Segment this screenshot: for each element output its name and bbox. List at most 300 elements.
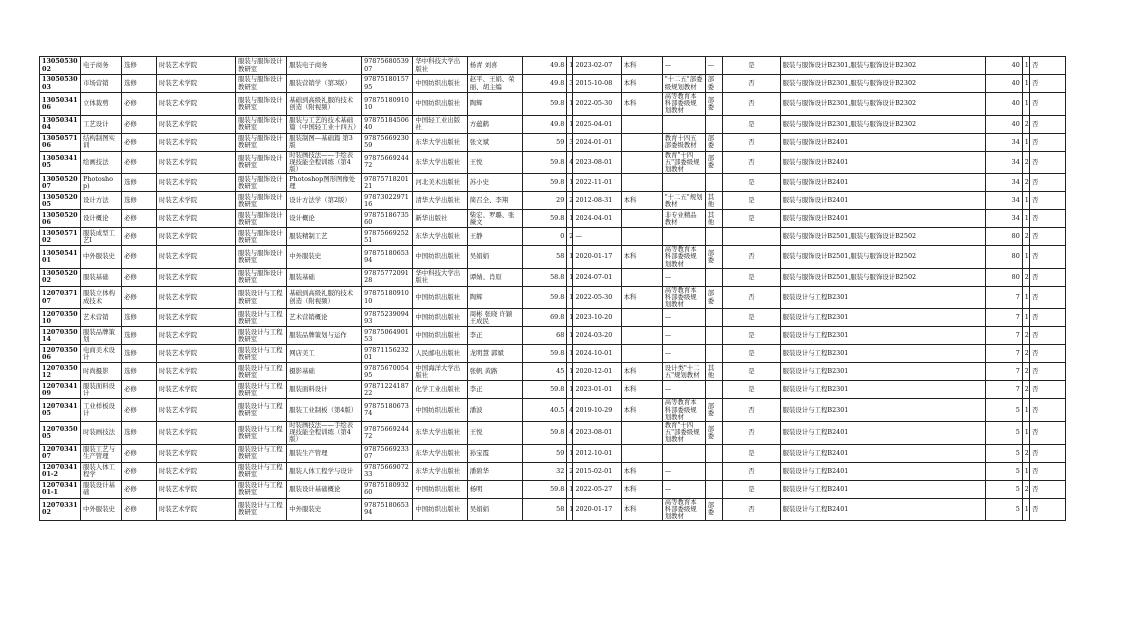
cell-level	[621, 174, 662, 192]
cell-mark: 否	[1029, 327, 1065, 345]
cell-edition: 2	[567, 228, 573, 246]
cell-pub-date: 2020-01-17	[573, 498, 621, 521]
cell-isbn: 9787518091010	[362, 286, 413, 309]
cell-level	[621, 345, 662, 363]
cell-semester: 2	[1022, 228, 1029, 246]
table-row	[40, 462, 1066, 480]
cell-course-name: 工艺设计	[81, 115, 122, 133]
cell-course-code: 1305053003	[40, 75, 81, 93]
cell-pub-date: 2024-10-01	[573, 345, 621, 363]
cell-course-type: 必修	[122, 228, 157, 246]
cell-department: 服装与服饰设计教研室	[235, 246, 286, 269]
cell-college: 时装艺术学院	[156, 286, 235, 309]
cell-flag: 是	[723, 444, 780, 462]
cell-price: 59.8	[523, 381, 567, 399]
cell-pub-date: 2022-05-30	[573, 93, 621, 116]
cell-author: 李正	[467, 381, 522, 399]
cell-class-list: 服装与服饰设计B2301,服装与服饰设计B2302	[780, 75, 985, 93]
cell-course-name: 绘画技法	[81, 151, 122, 174]
cell-textbook-title: 设计概论	[287, 210, 362, 228]
cell-textbook-title: 服装电子商务	[287, 57, 362, 75]
cell-course-type: 必修	[122, 498, 157, 521]
cell-price: 58	[523, 246, 567, 269]
cell-isbn: 9787518450640	[362, 115, 413, 133]
cell-flag	[723, 228, 780, 246]
cell-semester: 2	[1022, 174, 1029, 192]
cell-student-count: 5	[985, 480, 1022, 498]
cell-department: 服装与服饰设计教研室	[235, 115, 286, 133]
cell-course-name: 电子商务	[81, 57, 122, 75]
cell-college: 时装艺术学院	[156, 462, 235, 480]
cell-price: 59	[523, 133, 567, 151]
cell-textbook-title: 艺术营销概论	[287, 309, 362, 327]
cell-college: 时装艺术学院	[156, 75, 235, 93]
cell-semester: 2	[1022, 115, 1029, 133]
cell-award: 教育十四五部委级教材	[662, 133, 705, 151]
cell-flag: 是	[723, 174, 780, 192]
cell-award-type: 部委	[705, 93, 722, 116]
cell-flag: 是	[723, 192, 780, 210]
cell-award-type: 部委	[705, 286, 722, 309]
cell-publisher: 东华大学出版社	[413, 444, 467, 462]
cell-textbook-title: Photoshop图形图像处理	[287, 174, 362, 192]
textbook-table	[39, 56, 1066, 521]
cell-level	[621, 327, 662, 345]
cell-pub-date: 2015-10-08	[573, 75, 621, 93]
cell-author: 杨青 刘喜	[467, 57, 522, 75]
table-row	[40, 422, 1066, 445]
cell-class-list: 服装与服饰设计B2401	[780, 133, 985, 151]
cell-publisher: 中国轻工业出版社	[413, 115, 467, 133]
table-row	[40, 210, 1066, 228]
cell-semester: 2	[1022, 345, 1029, 363]
cell-author: 柴宏、罗璐、张薇文	[467, 210, 522, 228]
cell-department: 服装设计与工程教研室	[235, 327, 286, 345]
cell-award: 非专业精品教材	[662, 210, 705, 228]
cell-award	[662, 444, 705, 462]
cell-pub-date: 2012-10-01	[573, 444, 621, 462]
cell-edition: 4	[567, 422, 573, 445]
cell-college: 时装艺术学院	[156, 363, 235, 381]
cell-price: 45	[523, 363, 567, 381]
cell-class-list: 服装与服饰设计B2301,服装与服饰设计B2302	[780, 57, 985, 75]
cell-edition: 1	[567, 309, 573, 327]
cell-student-count: 34	[985, 133, 1022, 151]
cell-pub-date: 2024-03-20	[573, 327, 621, 345]
cell-course-type: 必修	[122, 480, 157, 498]
cell-price: 59.8	[523, 422, 567, 445]
cell-college: 时装艺术学院	[156, 246, 235, 269]
cell-award: —	[662, 381, 705, 399]
cell-flag: 否	[723, 133, 780, 151]
cell-mark: 否	[1029, 399, 1065, 422]
cell-semester: 2	[1022, 381, 1029, 399]
cell-department: 服装设计与工程教研室	[235, 444, 286, 462]
cell-course-code: 1207037107	[40, 286, 81, 309]
cell-level	[621, 115, 662, 133]
cell-course-type: 必修	[122, 286, 157, 309]
cell-college: 时装艺术学院	[156, 133, 235, 151]
cell-author: 王静	[467, 228, 522, 246]
cell-mark: 否	[1029, 363, 1065, 381]
cell-semester: 1	[1022, 286, 1029, 309]
cell-course-type: 选修	[122, 345, 157, 363]
cell-mark: 否	[1029, 422, 1065, 445]
cell-mark: 否	[1029, 345, 1065, 363]
cell-college: 时装艺术学院	[156, 309, 235, 327]
cell-mark: 否	[1029, 444, 1065, 462]
cell-award-type	[705, 115, 722, 133]
cell-class-list: 服装与服饰设计B2401	[780, 192, 985, 210]
cell-pub-date: 2023-08-01	[573, 151, 621, 174]
cell-level	[621, 151, 662, 174]
cell-award: —	[662, 480, 705, 498]
cell-award: "十二五"规划教材	[662, 192, 705, 210]
cell-course-type: 选修	[122, 75, 157, 93]
cell-award	[662, 115, 705, 133]
cell-department: 服装与服饰设计教研室	[235, 75, 286, 93]
cell-flag: 否	[723, 286, 780, 309]
cell-author: 张文斌	[467, 133, 522, 151]
cell-price: 0	[523, 228, 567, 246]
cell-class-list: 服装设计与工程B2301	[780, 327, 985, 345]
cell-isbn: 9787518673560	[362, 210, 413, 228]
cell-class-list: 服装与服饰设计B2401	[780, 210, 985, 228]
cell-student-count: 40	[985, 93, 1022, 116]
cell-department: 服装与服饰设计教研室	[235, 151, 286, 174]
cell-award: 高等教育本科部委级规划教材	[662, 93, 705, 116]
cell-class-list: 服装设计与工程B2401	[780, 444, 985, 462]
cell-publisher: 东华大学出版社	[413, 462, 467, 480]
cell-textbook-title: 基础到高级礼服的技术创造（附视频）	[287, 286, 362, 309]
table-row	[40, 268, 1066, 286]
cell-course-code: 1305052002	[40, 268, 81, 286]
cell-course-type: 必修	[122, 399, 157, 422]
cell-edition: 1	[567, 363, 573, 381]
cell-course-code: 1207034109	[40, 381, 81, 399]
cell-publisher: 中国纺织出版社	[413, 246, 467, 269]
cell-level: 本科	[621, 399, 662, 422]
cell-price: 59.8	[523, 286, 567, 309]
cell-author: 李正	[467, 327, 522, 345]
cell-class-list: 服装设计与工程B2401	[780, 422, 985, 445]
cell-course-type: 选修	[122, 422, 157, 445]
cell-textbook-title: 服装面料设计	[287, 381, 362, 399]
cell-course-type: 必修	[122, 93, 157, 116]
cell-flag: 是	[723, 309, 780, 327]
cell-textbook-title: 服装设计基础概论	[287, 480, 362, 498]
cell-course-name: 时尚摄影	[81, 363, 122, 381]
cell-course-type: 必修	[122, 133, 157, 151]
cell-level	[621, 228, 662, 246]
cell-author: 谭婧、肖原	[467, 268, 522, 286]
cell-class-list: 服装与服饰设计B2401	[780, 174, 985, 192]
cell-department: 服装设计与工程教研室	[235, 345, 286, 363]
cell-student-count: 5	[985, 422, 1022, 445]
cell-course-code: 1305057106	[40, 133, 81, 151]
cell-edition: 1	[567, 444, 573, 462]
cell-college: 时装艺术学院	[156, 498, 235, 521]
cell-publisher: 东华大学出版社	[413, 133, 467, 151]
cell-isbn: 9787566907233	[362, 462, 413, 480]
cell-student-count: 7	[985, 327, 1022, 345]
cell-course-code: 1305054101	[40, 246, 81, 269]
cell-award-type: 其他	[705, 210, 722, 228]
cell-publisher: 河北美术出版社	[413, 174, 467, 192]
cell-college: 时装艺术学院	[156, 422, 235, 445]
cell-publisher: 中国纺织出版社	[413, 498, 467, 521]
cell-award: 高等教育本科部委级规划教材	[662, 498, 705, 521]
cell-semester: 1	[1022, 498, 1029, 521]
cell-publisher: 中国纺织出版社	[413, 399, 467, 422]
cell-college: 时装艺术学院	[156, 327, 235, 345]
cell-college: 时装艺术学院	[156, 93, 235, 116]
cell-award: —	[662, 309, 705, 327]
cell-textbook-title: 服装工业制板（第4版）	[287, 399, 362, 422]
cell-flag: 是	[723, 327, 780, 345]
cell-department: 服装设计与工程教研室	[235, 309, 286, 327]
cell-course-name: 结构制图实训	[81, 133, 122, 151]
cell-course-type: 选修	[122, 174, 157, 192]
cell-author: 潘波	[467, 399, 522, 422]
cell-course-code: 1207034101-2	[40, 462, 81, 480]
cell-mark: 否	[1029, 151, 1065, 174]
cell-publisher: 华中科技大学出版社	[413, 268, 467, 286]
cell-course-name: 服装工艺与生产管理	[81, 444, 122, 462]
cell-isbn: 9787566923307	[362, 444, 413, 462]
table-row	[40, 345, 1066, 363]
cell-textbook-title: 服装制图—基础篇 第3版	[287, 133, 362, 151]
cell-semester: 1	[1022, 246, 1029, 269]
cell-level	[621, 444, 662, 462]
cell-course-code: 1305034104	[40, 115, 81, 133]
cell-course-name: 服装设计基础	[81, 480, 122, 498]
cell-author: 吴娟娟	[467, 246, 522, 269]
cell-course-name: 设计方法	[81, 192, 122, 210]
cell-mark: 否	[1029, 57, 1065, 75]
table-row	[40, 381, 1066, 399]
cell-pub-date: 2015-02-01	[573, 462, 621, 480]
cell-textbook-title: 中外服装史	[287, 246, 362, 269]
cell-price: 68	[523, 327, 567, 345]
cell-level: 本科	[621, 462, 662, 480]
cell-semester: 2	[1022, 268, 1029, 286]
cell-award-type: 其他	[705, 192, 722, 210]
cell-course-code: 1305034106	[40, 93, 81, 116]
cell-flag: 否	[723, 246, 780, 269]
cell-course-type: 选修	[122, 327, 157, 345]
cell-isbn: 9787518091010	[362, 93, 413, 116]
cell-price: 69.8	[523, 309, 567, 327]
cell-publisher: 东华大学出版社	[413, 228, 467, 246]
cell-author: 简召全、李翔	[467, 192, 522, 210]
cell-course-code: 1207035006	[40, 345, 81, 363]
cell-author: 周彬 张晓 许颖 王成民	[467, 309, 522, 327]
table-body	[40, 57, 1066, 521]
cell-pub-date: 2024-04-01	[573, 210, 621, 228]
cell-flag: 否	[723, 399, 780, 422]
cell-course-code: 1207034105	[40, 399, 81, 422]
table-row	[40, 75, 1066, 93]
cell-class-list: 服装设计与工程B2301	[780, 399, 985, 422]
cell-author: 赵平、王娟、荣丽、胡主编	[467, 75, 522, 93]
cell-semester: 2	[1022, 363, 1029, 381]
cell-edition: 1	[567, 286, 573, 309]
cell-edition: 2	[567, 462, 573, 480]
cell-award-type	[705, 268, 722, 286]
cell-author: 陶辉	[467, 286, 522, 309]
cell-award-type: 其他	[705, 363, 722, 381]
cell-award: "十二五"部委级规划教材	[662, 75, 705, 93]
cell-publisher: 清华大学出版社	[413, 192, 467, 210]
cell-mark: 否	[1029, 480, 1065, 498]
cell-pub-date: 2025-04-01	[573, 115, 621, 133]
cell-flag: 否	[723, 75, 780, 93]
cell-flag: 是	[723, 480, 780, 498]
cell-student-count: 7	[985, 286, 1022, 309]
cell-price: 58.8	[523, 268, 567, 286]
table-row	[40, 192, 1066, 210]
cell-price: 49.8	[523, 115, 567, 133]
cell-level: 本科	[621, 57, 662, 75]
cell-author: 龙明慧 郭斌	[467, 345, 522, 363]
cell-award-type	[705, 345, 722, 363]
cell-department: 服装与服饰设计教研室	[235, 174, 286, 192]
cell-semester: 1	[1022, 192, 1029, 210]
cell-price: 59.8	[523, 93, 567, 116]
cell-isbn: 9787518067374	[362, 399, 413, 422]
cell-award-type: 部委	[705, 498, 722, 521]
cell-price: 59.8	[523, 480, 567, 498]
cell-price: 40.5	[523, 399, 567, 422]
cell-pub-date: 2024-07-01	[573, 268, 621, 286]
cell-class-list: 服装与服饰设计B2501,服装与服饰设计B2502	[780, 246, 985, 269]
cell-class-list: 服装设计与工程B2301	[780, 381, 985, 399]
cell-textbook-title: 时装画技法——手绘表现技能全程训练（第4版）	[287, 422, 362, 445]
cell-student-count: 5	[985, 444, 1022, 462]
cell-mark: 否	[1029, 381, 1065, 399]
cell-author: 张帆 黄路	[467, 363, 522, 381]
cell-semester: 1	[1022, 399, 1029, 422]
cell-textbook-title: 服装品牌策划与运作	[287, 327, 362, 345]
cell-student-count: 7	[985, 363, 1022, 381]
cell-level: 本科	[621, 246, 662, 269]
cell-course-type: 必修	[122, 151, 157, 174]
cell-semester: 1	[1022, 93, 1029, 116]
cell-award: —	[662, 327, 705, 345]
cell-semester: 2	[1022, 327, 1029, 345]
cell-class-list: 服装设计与工程B2301	[780, 309, 985, 327]
cell-student-count: 40	[985, 75, 1022, 93]
table-row	[40, 174, 1066, 192]
cell-department: 服装与服饰设计教研室	[235, 57, 286, 75]
table-row	[40, 286, 1066, 309]
cell-award-type: 部委	[705, 422, 722, 445]
cell-level: 本科	[621, 192, 662, 210]
cell-semester: 2	[1022, 151, 1029, 174]
cell-textbook-title: 服装生产管理	[287, 444, 362, 462]
cell-course-name: 工业样板设计	[81, 399, 122, 422]
cell-isbn: 9787518015795	[362, 75, 413, 93]
cell-course-name: 艺术营销	[81, 309, 122, 327]
cell-award: 教育"十四五"部委级规划教材	[662, 151, 705, 174]
cell-course-type: 必修	[122, 444, 157, 462]
cell-mark: 否	[1029, 309, 1065, 327]
cell-award-type	[705, 309, 722, 327]
cell-award: 教育"十四五"部委级规划教材	[662, 422, 705, 445]
cell-award: —	[662, 345, 705, 363]
cell-mark: 否	[1029, 210, 1065, 228]
cell-class-list: 服装与服饰设计B2301,服装与服饰设计B2302	[780, 93, 985, 116]
cell-author: 王悦	[467, 151, 522, 174]
cell-student-count: 80	[985, 268, 1022, 286]
cell-pub-date: 2022-05-27	[573, 480, 621, 498]
cell-semester: 1	[1022, 75, 1029, 93]
table-row	[40, 363, 1066, 381]
cell-course-code: 1207034101-1	[40, 480, 81, 498]
cell-student-count: 40	[985, 57, 1022, 75]
cell-mark: 否	[1029, 462, 1065, 480]
cell-textbook-title: 服装与工艺的技术基础篇（中国轻工业十四五）	[287, 115, 362, 133]
cell-class-list: 服装设计与工程B2301	[780, 345, 985, 363]
cell-semester: 1	[1022, 309, 1029, 327]
cell-class-list: 服装设计与工程B2401	[780, 480, 985, 498]
cell-course-code: 1305052007	[40, 174, 81, 192]
cell-course-name: 服装面料设计	[81, 381, 122, 399]
cell-publisher: 化学工业出版社	[413, 381, 467, 399]
cell-department: 服装设计与工程教研室	[235, 286, 286, 309]
cell-level	[621, 309, 662, 327]
cell-level	[621, 133, 662, 151]
cell-department: 服装与服饰设计教研室	[235, 192, 286, 210]
cell-course-code: 1305052006	[40, 210, 81, 228]
cell-publisher: 人民邮电出版社	[413, 345, 467, 363]
cell-award-type	[705, 444, 722, 462]
cell-author: 方蕴鹤	[467, 115, 522, 133]
cell-department: 服装设计与工程教研室	[235, 462, 286, 480]
cell-semester: 2	[1022, 480, 1029, 498]
cell-pub-date: —	[573, 228, 621, 246]
cell-course-type: 选修	[122, 57, 157, 75]
cell-department: 服装设计与工程教研室	[235, 422, 286, 445]
cell-textbook-title: 服装营销学（第3版）	[287, 75, 362, 93]
cell-isbn: 9787567005495	[362, 363, 413, 381]
cell-edition: 1	[567, 210, 573, 228]
table-row	[40, 93, 1066, 116]
cell-level: 本科	[621, 286, 662, 309]
cell-isbn: 9787518065394	[362, 498, 413, 521]
cell-mark: 否	[1029, 75, 1065, 93]
cell-pub-date: 2022-05-30	[573, 286, 621, 309]
cell-semester: 1	[1022, 422, 1029, 445]
cell-flag: 否	[723, 93, 780, 116]
cell-award: —	[662, 268, 705, 286]
cell-award-type	[705, 480, 722, 498]
cell-semester: 1	[1022, 133, 1029, 151]
cell-student-count: 80	[985, 246, 1022, 269]
table-row	[40, 309, 1066, 327]
cell-flag: 否	[723, 462, 780, 480]
cell-pub-date: 2023-08-01	[573, 422, 621, 445]
cell-flag: 是	[723, 210, 780, 228]
cell-mark: 否	[1029, 498, 1065, 521]
cell-level: 本科	[621, 363, 662, 381]
table-row	[40, 480, 1066, 498]
cell-course-name: 服装立体构成技术	[81, 286, 122, 309]
cell-flag: 否	[723, 498, 780, 521]
cell-textbook-title: 设计方法学（第2版）	[287, 192, 362, 210]
cell-course-name: 中外服装史	[81, 498, 122, 521]
